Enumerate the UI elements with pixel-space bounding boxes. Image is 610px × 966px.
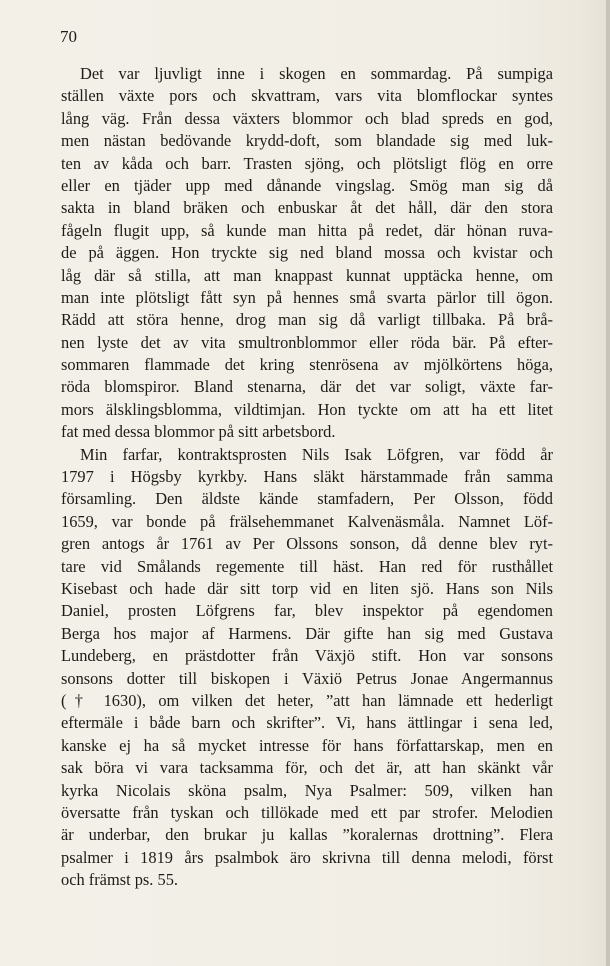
text-line: röda blomspiror. Bland stenarna, där det var soligt, växte far- [61, 377, 553, 397]
text-line: nen lyste det av vita smultronblommor eller röda bär. På efter- [61, 332, 553, 352]
text-line: tare vid Smålands regemente till häst. Han red för rusthållet [61, 556, 553, 576]
text-line: 1797 i Högsby kyrkby. Hans släkt härstammade från samma [61, 467, 553, 487]
text-line: gren antogs år 1761 av Per Olssons sonson, då denne blev ryt- [61, 534, 553, 554]
text-line: psalmer i 1819 års psalmbok äro skrivna till denna melodi, först [61, 847, 553, 867]
text-line: låg där så stilla, att man knappast kunnat upptäcka henne, om [61, 265, 553, 285]
text-line: ten av kåda och barr. Trasten sjöng, och plötsligt flög en orre [61, 153, 553, 173]
body-text [61, 63, 553, 891]
text-line: 1659, var bonde på frälsehemmanet Kalvenäsmåla. Namnet Löf- [61, 511, 553, 531]
paragraph [61, 444, 553, 892]
text-line: sakta in bland bräken och enbuskar åt det håll, där den stora [61, 198, 553, 218]
text-line: men nästan bedövande krydd-doft, som blandade sig med luk- [61, 131, 553, 151]
text-line: är underbar, den brukar ju kallas ”koralernas drottning”. Flera [61, 825, 553, 845]
text-line: fat med dessa blommor på sitt arbetsbord. [61, 422, 336, 442]
text-line: Berga hos major af Harmens. Där gifte han sig med Gustava [61, 623, 553, 643]
text-line: Kisebast och hade där sitt torp vid en liten sjö. Hans son Nils [61, 578, 553, 598]
text-line: († 1630), om vilken det heter, ”att han lämnade ett hederligt [61, 690, 553, 710]
text-line: Lundeberg, en prästdotter från Växjö stift. Hon var sonsons [61, 646, 553, 666]
text-line: de på äggen. Hon tryckte sig ned bland mossa och kvistar och [61, 243, 553, 263]
text-line: Daniel, prosten Löfgrens far, blev inspektor på egendomen [61, 601, 553, 621]
text-line: församling. Den äldste kände stamfadern, Per Olsson, född [61, 489, 553, 509]
text-line: Det var ljuvligt inne i skogen en sommardag. På sumpiga [80, 64, 553, 83]
text-line: kyrka Nicolais sköna psalm, Nya Psalmer: 509, vilken han [61, 780, 553, 800]
text-line: översatte från tyskan och tillökade med ett par strofer. Melodien [61, 802, 553, 822]
text-line: ställen växte pors och skvattram, vars vita blomflockar syntes [61, 86, 553, 106]
text-line: sommaren flammade det kring stenrösena av mjölkörtens höga, [61, 355, 553, 375]
paragraph [61, 63, 553, 444]
page-number: 70 [60, 27, 77, 46]
text-line: lång väg. Från dessa växters blommor och blad spreds en god, [61, 108, 553, 128]
page-edge [606, 0, 610, 966]
text-line: mors älsklingsblomma, vildtimjan. Hon tyckte om att ha ett litet [61, 399, 553, 419]
text-line: Rädd att störa henne, drog man sig då varligt tillbaka. På brå- [61, 310, 553, 330]
text-line: eftermäle i både barn och skrifter”. Vi, hans ättlingar i sena led, [61, 713, 553, 733]
text-line: Min farfar, kontraktsprosten Nils Isak Löfgren, var född år [80, 444, 553, 464]
text-line: kanske ej ha så mycket intresse för hans författarskap, men en [61, 735, 553, 755]
text-line: fågeln flugit upp, så kunde man hitta på redet, där hönan ruva- [61, 220, 553, 240]
text-line: man inte plötsligt fått syn på hennes små svarta pärlor till ögon. [61, 287, 553, 307]
text-line: sonsons dotter till biskopen i Växiö Petrus Jonae Angermannus [61, 668, 553, 688]
text-line: sak böra vi vara tacksamma för, och det är, att han skänkt vår [61, 758, 553, 778]
text-line: eller en tjäder upp med dånande vingslag. Smög man sig då [61, 175, 553, 195]
text-line: och främst ps. 55. [61, 870, 178, 890]
